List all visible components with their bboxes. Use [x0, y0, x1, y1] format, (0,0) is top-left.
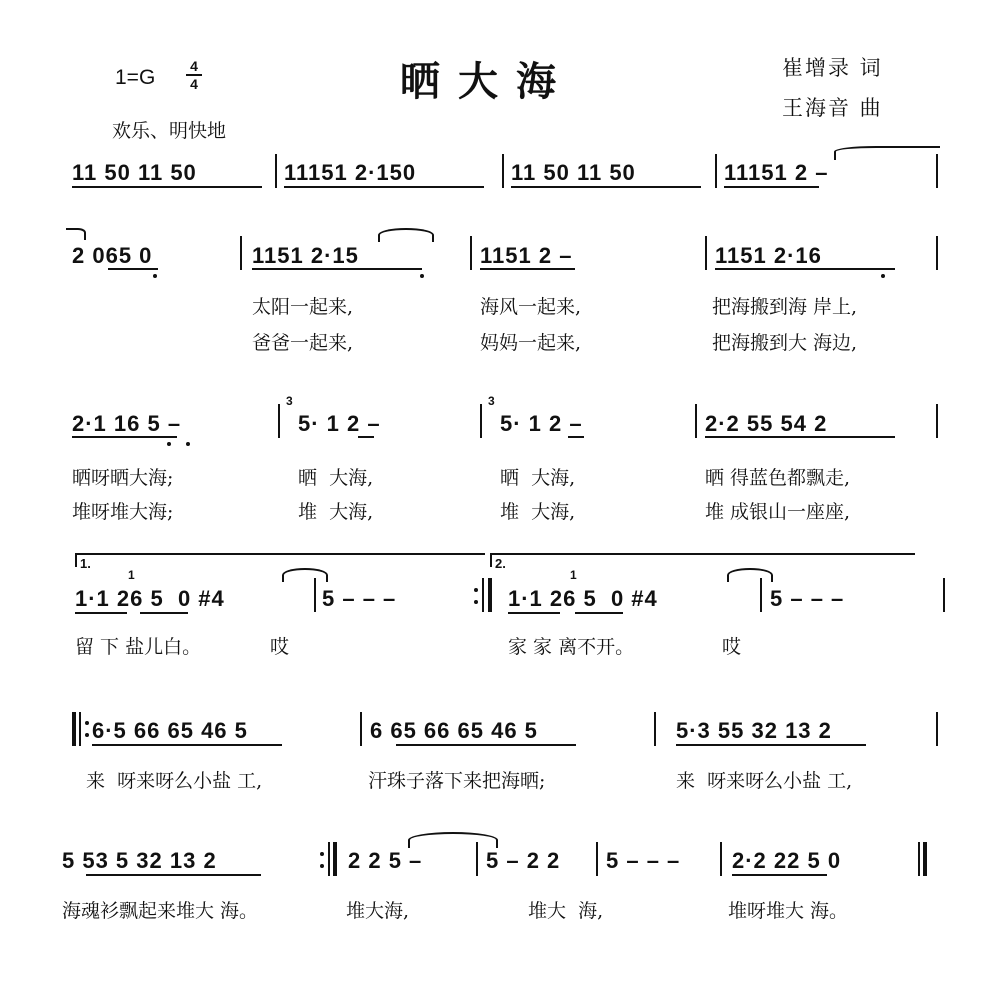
measure: 2 065 0: [72, 243, 153, 268]
measure: 1·1 26 5 0 #4: [75, 586, 225, 611]
lyric-line-2: 爸爸一起来,: [252, 332, 354, 354]
underline: [715, 268, 895, 270]
measure: 11151 2 –: [724, 160, 829, 185]
measure: 1151 2·16: [715, 243, 822, 268]
repeat-dot: [320, 852, 324, 856]
low-octave-dot: [167, 442, 171, 446]
slur: [282, 568, 328, 582]
lyric-line-2: 堆 大海,: [298, 501, 374, 523]
lyric-line-1: 海风一起来,: [480, 296, 582, 318]
repeat-dot: [85, 733, 89, 737]
barline: [654, 712, 656, 746]
underline: [676, 744, 866, 746]
barline: [470, 236, 472, 270]
underline: [108, 268, 158, 270]
barline: [705, 236, 707, 270]
barline: [936, 236, 938, 270]
lyric-line-2: 妈妈一起来,: [480, 332, 582, 354]
lyric-line-1: 晒呀晒大海;: [72, 467, 174, 489]
underline: [72, 186, 262, 188]
underline: [252, 268, 422, 270]
barline: [943, 578, 945, 612]
barline: [596, 842, 598, 876]
lyric-line-1: 来 呀来呀么小盐 工,: [676, 770, 853, 792]
grace-note: 1: [570, 568, 577, 582]
underline: [92, 744, 282, 746]
low-octave-dot: [420, 274, 424, 278]
measure: 6 65 66 65 46 5: [370, 718, 538, 743]
tie: [834, 146, 940, 160]
first-ending-edge: [75, 553, 77, 567]
barline: [695, 404, 697, 438]
tempo-marking: 欢乐、明快地: [112, 121, 227, 142]
measure: 1151 2·15: [252, 243, 359, 268]
barline: [314, 578, 316, 612]
measure: 11151 2·150: [284, 160, 417, 185]
underline: [75, 612, 127, 614]
lyric-line-1: 堆呀堆大 海。: [728, 900, 849, 922]
repeat-end-barline: [482, 578, 484, 612]
measure: 5 – – –: [322, 586, 397, 611]
tie: [408, 832, 498, 848]
repeat-dot: [474, 588, 478, 592]
repeat-dot: [320, 864, 324, 868]
measure: 5 53 5 32 13 2: [62, 848, 217, 873]
first-ending-bracket: [75, 553, 485, 555]
barline: [720, 842, 722, 876]
low-octave-dot: [186, 442, 190, 446]
underline: [732, 874, 827, 876]
time-signature-top: 4: [190, 58, 198, 74]
measure: 5· 1 2 –: [500, 411, 583, 436]
lyric-line-1: 哎: [722, 636, 742, 658]
slur: [378, 228, 434, 242]
lyric-line-1: 晒 大海,: [500, 467, 576, 489]
lyric-line-2: 堆 大海,: [500, 501, 576, 523]
underline: [568, 436, 584, 438]
underline: [140, 612, 188, 614]
final-barline-thick: [923, 842, 927, 876]
second-ending-edge: [490, 553, 492, 567]
barline: [715, 154, 717, 188]
barline: [502, 154, 504, 188]
lyric-line-2: 堆呀堆大海;: [72, 501, 174, 523]
barline: [936, 404, 938, 438]
grace-note: 3: [286, 394, 293, 408]
barline: [480, 404, 482, 438]
measure: 2 2 5 –: [348, 848, 423, 873]
measure: 5· 1 2 –: [298, 411, 381, 436]
underline: [72, 436, 177, 438]
time-signature-bottom: 4: [190, 76, 198, 92]
grace-note: 1: [128, 568, 135, 582]
measure: 5 – 2 2: [486, 848, 561, 873]
underline: [284, 186, 484, 188]
measure: 2·2 22 5 0: [732, 848, 842, 873]
repeat-dot: [474, 600, 478, 604]
underline: [358, 436, 374, 438]
repeat-end-barline-thick: [333, 842, 337, 876]
measure: 1151 2 –: [480, 243, 573, 268]
slur: [727, 568, 773, 582]
lyric-line-1: 海魂衫飘起来堆大 海。: [62, 900, 259, 922]
barline: [275, 154, 277, 188]
lyricist-credit: 崔增录 词: [782, 56, 883, 80]
grace-note: 3: [488, 394, 495, 408]
measure: 6·5 66 65 46 5: [92, 718, 248, 743]
measure: 5 – – –: [770, 586, 845, 611]
lyric-line-2: 堆 成银山一座座,: [705, 501, 851, 523]
lyric-line-1: 堆大海,: [346, 900, 410, 922]
underline: [480, 268, 575, 270]
final-barline: [918, 842, 920, 876]
second-ending-bracket: [490, 553, 915, 555]
underline: [508, 612, 560, 614]
lyric-line-1: 哎: [270, 636, 290, 658]
barline: [936, 712, 938, 746]
lyric-line-1: 晒 得蓝色都飘走,: [705, 467, 851, 489]
repeat-end-barline-thick: [488, 578, 492, 612]
lyric-line-1: 来 呀来呀么小盐 工,: [86, 770, 263, 792]
repeat-dot: [85, 721, 89, 725]
measure: 2·2 55 54 2: [705, 411, 828, 436]
low-octave-dot: [881, 274, 885, 278]
lyric-line-2: 把海搬到大 海边,: [712, 332, 858, 354]
second-ending-number: 2.: [495, 556, 506, 571]
lyric-line-1: 家 家 离不开。: [508, 636, 635, 658]
lyric-line-1: 堆大 海,: [528, 900, 604, 922]
underline: [724, 186, 819, 188]
underline: [511, 186, 701, 188]
lyric-line-1: 汗珠子落下来把海晒;: [368, 770, 546, 792]
barline: [760, 578, 762, 612]
lyric-line-1: 留 下 盐儿白。: [75, 636, 202, 658]
page-title: 晒大海: [400, 59, 574, 104]
barline: [360, 712, 362, 746]
repeat-start-barline: [79, 712, 81, 746]
first-ending-number: 1.: [80, 556, 91, 571]
underline: [705, 436, 895, 438]
measure: 5 – – –: [606, 848, 681, 873]
repeat-start-barline-thick: [72, 712, 76, 746]
underline: [86, 874, 261, 876]
repeat-end-barline: [328, 842, 330, 876]
low-octave-dot: [153, 274, 157, 278]
lyric-line-1: 把海搬到海 岸上,: [712, 296, 858, 318]
time-signature: [186, 59, 202, 91]
composer-credit: 王海音 曲: [782, 96, 883, 120]
barline: [240, 236, 242, 270]
underline: [575, 612, 623, 614]
key-signature: 1=G: [115, 66, 156, 89]
measure: 2·1 16 5 –: [72, 411, 182, 436]
tie: [66, 228, 86, 240]
measure: 11 50 11 50: [511, 160, 636, 185]
barline: [278, 404, 280, 438]
underline: [396, 744, 576, 746]
measure: 5·3 55 32 13 2: [676, 718, 832, 743]
measure: 11 50 11 50: [72, 160, 197, 185]
measure: 1·1 26 5 0 #4: [508, 586, 658, 611]
lyric-line-1: 晒 大海,: [298, 467, 374, 489]
lyric-line-1: 太阳一起来,: [252, 296, 354, 318]
